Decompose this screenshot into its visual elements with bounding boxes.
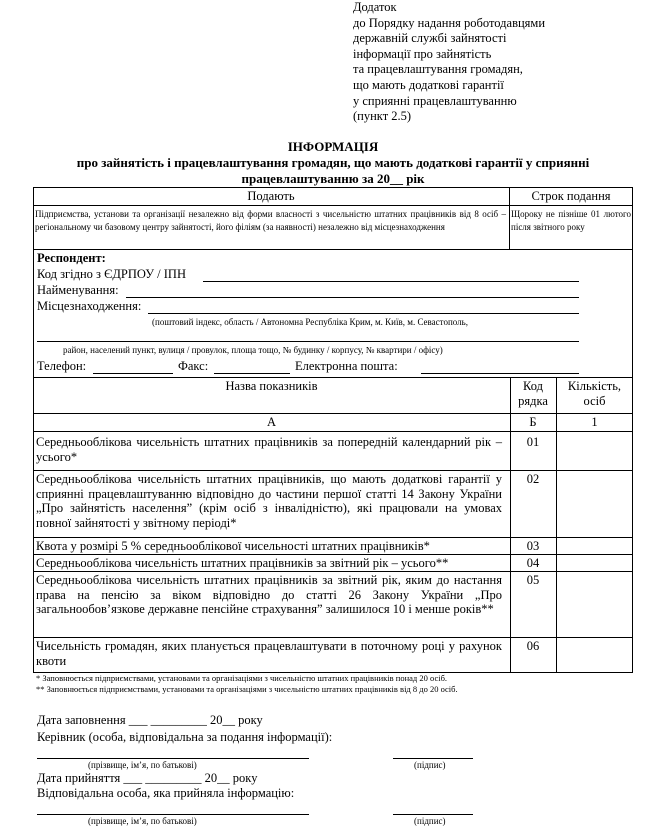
responsible-name-field[interactable]	[37, 814, 309, 815]
footnote-2: ** Заповнюється підприємствами, установами та організаціями з чисельністю штатних працівників від 8 до 20 осіб.	[36, 684, 458, 694]
table-row-value-input[interactable]	[557, 538, 632, 553]
col-sub-a: А	[266, 415, 277, 429]
col-header-name: Назва показників	[225, 379, 318, 393]
appendix-line: Додаток	[353, 0, 397, 14]
code-field[interactable]	[203, 281, 579, 282]
table-row-name: Середньооблікова чисельність штатних працівників, що мають додаткові гарантії у сприянні працевлаштуванню відповідно до частини першої статті 14 Закону України „Про зайнятість населення” (крім осіб з інвалідністю), які працювали на умовах повної зайнятості у звітному періоді*	[36, 472, 502, 530]
table-row-value-input[interactable]	[557, 555, 632, 570]
appendix-line: у сприянні працевлаштуванню	[353, 93, 517, 108]
appendix-line: що мають додаткові гарантії	[353, 77, 504, 92]
name-hint-2: (прізвище, ім’я, по батькові)	[88, 816, 197, 826]
fill-date[interactable]: Дата заповнення ___ _________ 20__ року	[37, 713, 263, 727]
deadline-text: Щороку не пізніше 01 лютого після звітного року	[511, 209, 631, 232]
table-row-code: 01	[526, 435, 540, 449]
table-row-code: 04	[526, 556, 540, 570]
table-row-code: 03	[526, 539, 540, 553]
phone-field[interactable]	[93, 373, 173, 374]
table-row-name: Середньооблікова чисельність штатних працівників за попередній календарний рік – усього*	[36, 435, 502, 464]
code-label: Код згідно з ЄДРПОУ / ІПН	[37, 267, 186, 281]
location-field[interactable]	[148, 313, 579, 314]
appendix-line: до Порядку надання роботодавцями	[353, 15, 546, 30]
col-sub-b: Б	[529, 415, 537, 429]
table-row-name: Середньооблікова чисельність штатних працівників за звітний рік, яким до настання права на пенсію за віком відповідно до статті 26 Закону України „Про загальнообов’язкове державне пенсійне страхування” залишилося 10 і менше років**	[36, 573, 502, 616]
appendix-line: та працевлаштування громадян,	[353, 62, 523, 77]
name-hint: (прізвище, ім’я, по батькові)	[88, 760, 197, 770]
sign-hint-2: (підпис)	[414, 816, 446, 826]
head-name-field[interactable]	[37, 758, 309, 759]
name-field[interactable]	[126, 297, 579, 298]
table-row-value-input[interactable]	[557, 432, 632, 469]
email-field[interactable]	[421, 373, 579, 374]
fax-field[interactable]	[214, 373, 290, 374]
col-header-code: Код рядка	[518, 379, 548, 408]
address-field[interactable]	[37, 341, 579, 342]
address-hint-1: (поштовий індекс, область / Автономна Республіка Крим, м. Київ, м. Севастополь,	[152, 317, 469, 327]
fax-label: Факс:	[178, 359, 209, 373]
form-subtitle-period: працевлаштуванню за 20__ рік	[241, 171, 425, 186]
table-row-value-input[interactable]	[557, 471, 632, 536]
appendix-line: інформації про зайнятість	[353, 46, 492, 61]
table-row-name: Середньооблікова чисельність штатних працівників за звітний рік – усього**	[36, 556, 449, 570]
table-row-code: 05	[526, 573, 540, 587]
address-hint-2: район, населений пункт, вулиця / провулок, площа тощо, № будинку / корпусу, № квартири / офісу)	[63, 345, 443, 355]
col-header-count: Кількість, осіб	[567, 379, 622, 408]
submitters-text: Підприємства, установи та організації незалежно від форми власності з чисельністю штатних працівників від 8 осіб – регіональному чи базовому центру зайнятості, його філіям (за наявності) незалежно від місцезнаходження	[35, 209, 506, 232]
phone-label: Телефон:	[37, 359, 87, 373]
appendix-line: державній службі зайнятості	[353, 31, 507, 46]
email-label: Електронна пошта:	[295, 359, 398, 373]
table-row-value-input[interactable]	[557, 638, 632, 672]
deadline-header: Строк подання	[531, 189, 611, 203]
form-subtitle: про зайнятість і працевлаштування громадян, що мають додаткові гарантії у сприянні	[76, 155, 590, 170]
location-label: Місцезнаходження:	[37, 299, 142, 313]
table-row-name: Квота у розмірі 5 % середньооблікової чисельності штатних працівників*	[36, 539, 430, 553]
sign-hint: (підпис)	[414, 760, 446, 770]
name-label: Найменування:	[37, 283, 119, 297]
head-label: Керівник (особа, відповідальна за подання інформації):	[37, 730, 333, 744]
footnote-1: * Заповнюється підприємствами, установами та організаціями з чисельністю штатних працівників понад 20 осіб.	[36, 673, 448, 683]
respondent-heading: Респондент:	[37, 251, 106, 265]
col-sub-1: 1	[591, 415, 598, 429]
submitters-header: Подають	[247, 189, 295, 203]
head-signature-field[interactable]	[393, 758, 473, 759]
responsible-label: Відповідальна особа, яка прийняла інформацію:	[37, 786, 295, 800]
appendix-note	[353, 0, 653, 125]
responsible-signature-field[interactable]	[393, 814, 473, 815]
table-row-name: Чисельність громадян, яких планується працевлаштувати в поточному році у рахунок квоти	[36, 639, 502, 668]
table-row-code: 02	[526, 472, 540, 486]
accept-date[interactable]: Дата прийняття ___ _________ 20__ року	[37, 771, 258, 785]
form-title: ІНФОРМАЦІЯ	[287, 139, 379, 154]
table-row-value-input[interactable]	[557, 572, 632, 636]
appendix-line: (пункт 2.5)	[353, 109, 412, 124]
table-row-code: 06	[526, 639, 540, 653]
